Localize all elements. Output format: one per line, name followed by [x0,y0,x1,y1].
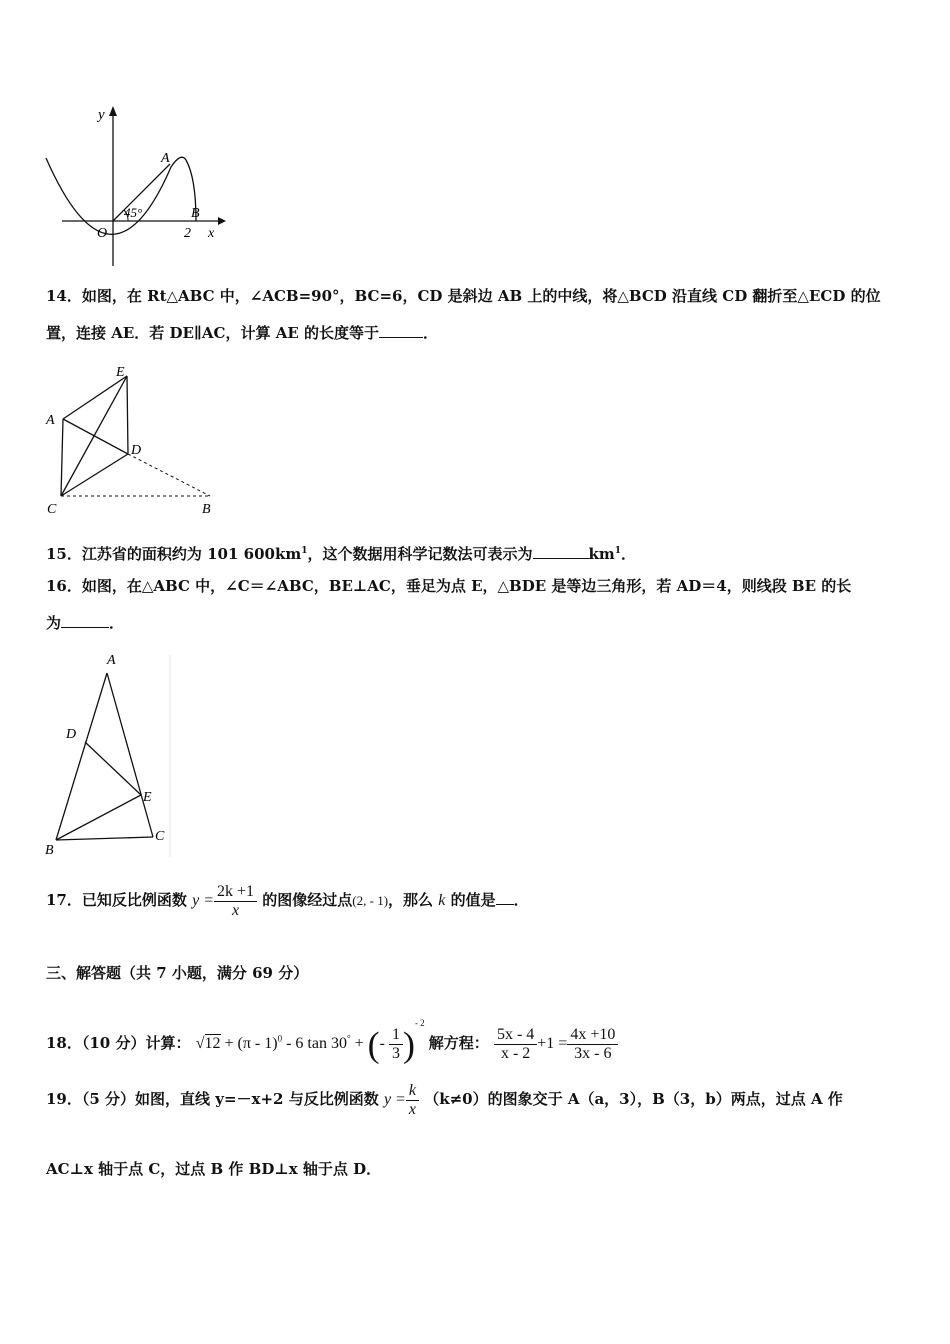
segment-bc [56,837,153,840]
variable-k: k [438,892,446,909]
label-a: A [46,413,55,428]
label-b: B [202,502,211,517]
question-15 [46,541,636,564]
exponent-zero: 0 [277,1033,283,1044]
expression-term-2: - 6 tan 30 [286,1035,347,1052]
expression-calc [195,1018,429,1065]
question-17 [46,880,529,921]
label-c: C [155,829,165,844]
question-16-end: ． [109,614,125,632]
y-axis-arrow [109,106,117,116]
paren-right: ) [402,1024,415,1065]
question-15-mid: ，这个数据用科学记数法可表示为 [307,545,533,563]
segment-ac [61,419,63,496]
figure-triangle-16 [40,650,175,860]
question-17-mid: 的图像经过点 [262,891,353,909]
question-14-end: ． [423,324,439,342]
exponent-neg-two: - 2 [414,1018,425,1028]
function-lhs: y = [192,892,215,909]
question-15-end: ． [621,545,637,563]
segment-de [85,742,141,795]
question-15-text: 15．江苏省的面积约为 101 600km [46,545,302,563]
parabola-curve [46,157,196,234]
point-coordinates: (2, - 1) [352,893,389,908]
segment-ae [63,376,127,419]
superscript: 1 [301,546,308,556]
question-14-line1: 14．如图，在 Rt△ABC 中，∠ACB=90°，BC=6，CD 是斜边 AB 上的中线，将△BCD 沿直线 CD 翻折至△ECD 的位 [46,287,881,305]
label-e: E [116,365,125,380]
label-b: B [45,843,54,858]
answer-blank-17[interactable] [496,890,514,905]
fraction-numerator: 1 [389,1026,403,1045]
fraction-one-third [389,1026,403,1063]
label-y: y [98,107,105,123]
fraction-left [494,1026,537,1063]
sqrt-sign: √ [195,1035,205,1052]
label-o: O [97,226,108,241]
figure-triangle-14 [40,362,225,517]
label-b: B [191,206,200,221]
label-a: A [107,653,116,668]
solve-label: 解方程： [428,1034,489,1052]
label-angle: 45° [124,205,143,220]
degree-sign: ° [346,1033,351,1044]
segment-ac [107,673,153,837]
fraction-k-over-x [406,1082,419,1119]
question-19-line2: AC⊥x 轴于点 C，过点 B 作 BD⊥x 轴于点 D． [46,1160,382,1178]
segment-ab [56,673,107,840]
question-17-text: 17．已知反比例函数 [46,891,187,909]
fraction-denominator: 3 [391,1044,400,1062]
question-16-line2 [46,613,124,633]
label-d: D [66,727,77,742]
fraction-numerator: 4x +10 [567,1026,618,1045]
question-16-line1: 16．如图，在△ABC 中，∠C＝∠ABC，BE⊥AC，垂足为点 E，△BDE 是等边三角形，若 AD＝4，则线段 BE 的长 [46,577,852,595]
label-x: x [208,226,215,241]
fraction-denominator: x [231,901,240,919]
equation-middle: +1 = [537,1035,568,1052]
answer-blank-14[interactable] [379,323,423,338]
label-a: A [161,151,170,166]
plus-sign: + [354,1035,364,1052]
fraction-2k-plus-1-over-x [214,883,257,920]
question-17-mid2: ，那么 [388,891,434,909]
fraction-denominator: 3x - 6 [574,1044,612,1062]
question-18 [46,1000,618,1067]
question-16-text: 为 [46,614,62,632]
figure-parabola [40,100,230,270]
segment-dc [61,454,128,496]
minus-sign: - [379,1035,385,1052]
label-e: E [143,790,152,805]
fraction-numerator: k [406,1082,419,1101]
fraction-right [567,1026,618,1063]
section-heading: 三、解答题（共 7 小题，满分 69 分） [46,964,309,982]
function-lhs: y = [383,1091,406,1108]
question-19-post: （k≠0）的图象交于 A（a，3），B（3，b）两点，过点 A 作 [424,1090,843,1108]
label-d: D [131,443,142,458]
label-two: 2 [184,226,191,241]
question-17-end: ． [513,891,529,909]
segment-be [56,795,141,840]
answer-blank-16[interactable] [61,613,109,628]
answer-blank-15[interactable] [533,544,589,559]
sqrt-argument: 12 [204,1035,221,1052]
question-19-line1 [46,1076,843,1123]
expression-term-1: + (π - 1) [224,1035,278,1052]
segment-db-dashed [128,454,210,496]
fraction-numerator: 2k +1 [214,883,257,902]
question-18-text: 18．（10 分）计算： [46,1034,191,1052]
question-19-text: 19．（5 分）如图，直线 y=－x+2 与反比例函数 [46,1090,379,1108]
fraction-denominator: x [408,1100,416,1118]
question-17-post: 的值是 [450,891,496,909]
fraction-numerator: 5x - 4 [494,1026,537,1045]
x-axis-arrow [218,217,226,225]
question-14-line2 [46,323,438,343]
paren-left: ( [367,1024,380,1065]
question-14-text: 置，连接 AE．若 DE∥AC，计算 AE 的长度等于 [46,324,379,342]
label-c: C [47,502,57,517]
superscript: 1 [614,546,622,556]
fraction-denominator: x - 2 [500,1044,531,1062]
segment-ad [63,419,128,454]
segment-ed [127,376,128,454]
unit-km: km [588,545,615,563]
